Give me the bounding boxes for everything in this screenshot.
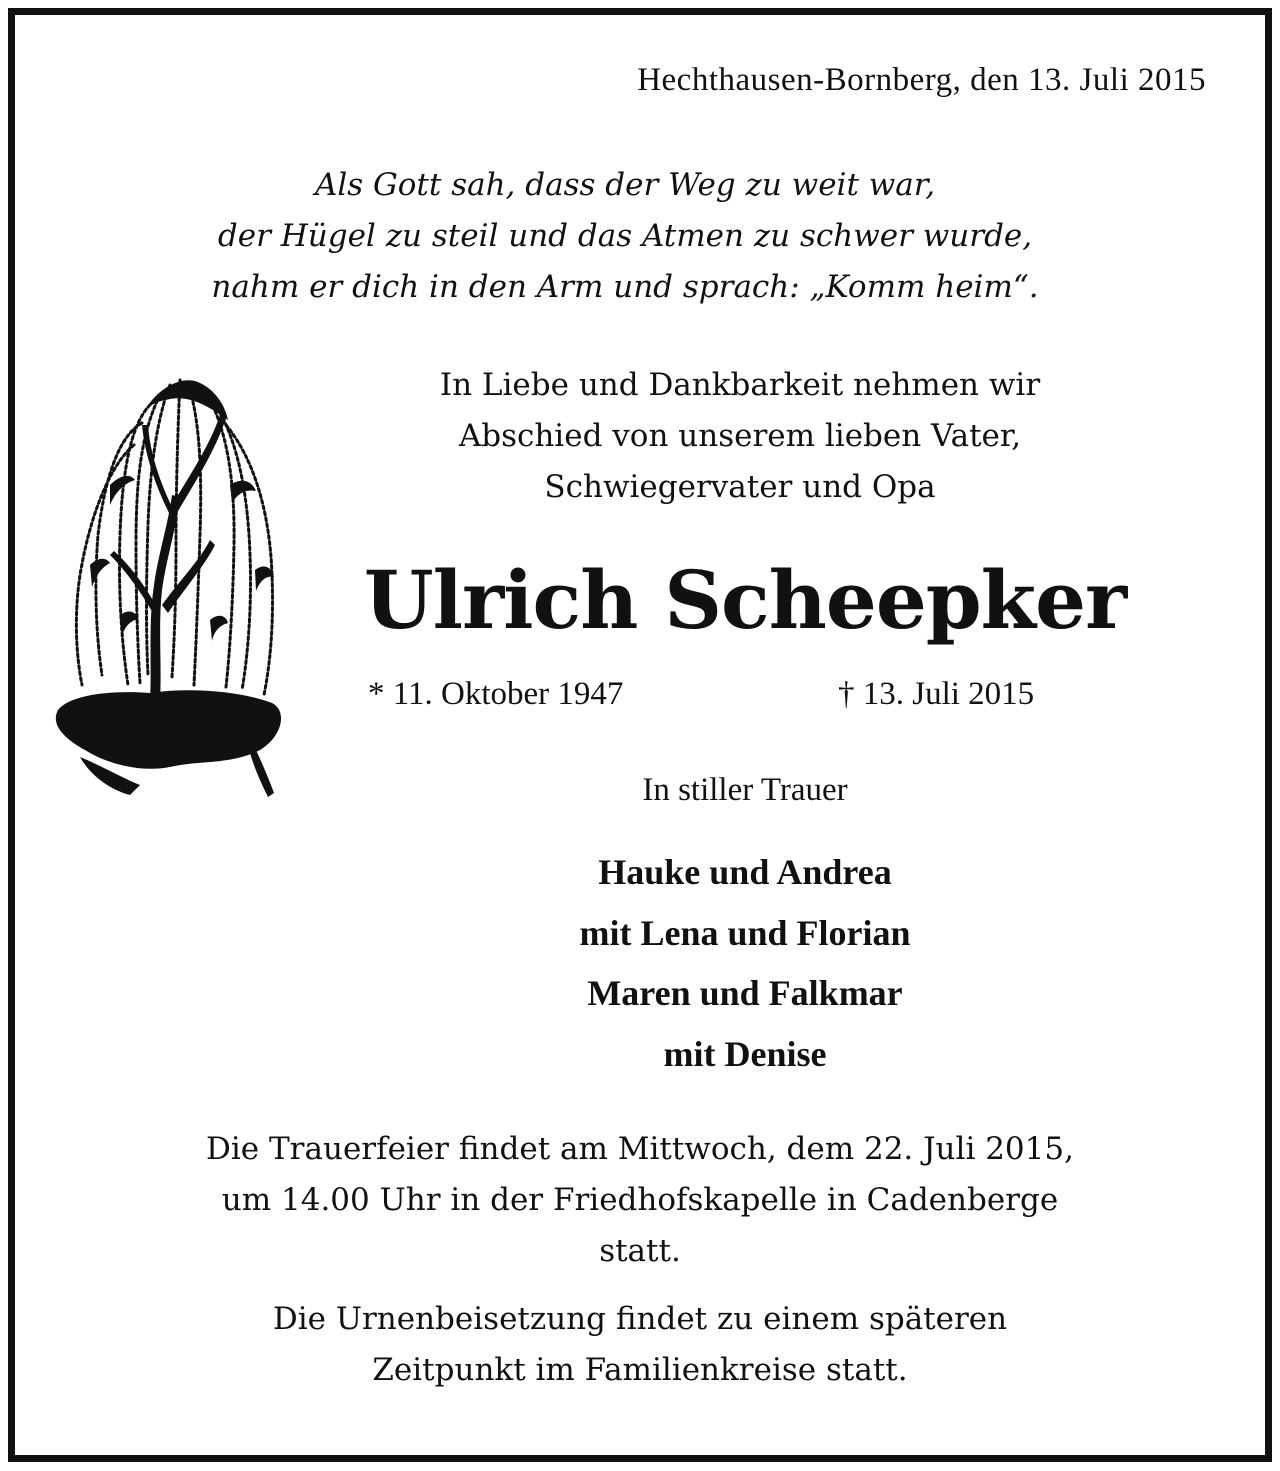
urn-notice	[60, 1294, 1220, 1396]
intro-line: Abschied von unserem lieben Vater,	[458, 418, 1022, 454]
family-list	[310, 842, 1180, 1084]
intro-line: Schwiegervater und Opa	[544, 469, 936, 505]
urn-line: Die Urnenbeisetzung findet zu einem späteren	[272, 1301, 1008, 1337]
weeping-willow-icon	[50, 365, 290, 815]
verse	[60, 160, 1190, 313]
mourning-label: In stiller Trauer	[642, 772, 848, 808]
birth-date: * 11. Oktober 1947	[368, 676, 624, 712]
family-line: mit Lena und Florian	[579, 912, 911, 953]
ceremony-line: statt.	[599, 1233, 681, 1269]
intro-line: In Liebe und Dankbarkeit nehmen wir	[439, 367, 1041, 403]
ceremony-line: Die Trauerfeier findet am Mittwoch, dem 22. Juli 2015,	[206, 1131, 1074, 1167]
ceremony-notice	[60, 1124, 1220, 1277]
ceremony-line: um 14.00 Uhr in der Friedhofskapelle in Cadenberge	[221, 1182, 1059, 1218]
death-date: † 13. Juli 2015	[838, 676, 1035, 712]
family-line: mit Denise	[663, 1033, 827, 1074]
verse-line: Als Gott sah, dass der Weg zu weit war,	[314, 167, 936, 203]
verse-line: nahm er dich in den Arm und sprach: „Komm heim“.	[211, 269, 1039, 305]
deceased-name: Ulrich Scheepker	[363, 553, 1127, 647]
family-line: Hauke und Andrea	[598, 852, 892, 892]
intro-text	[310, 360, 1170, 513]
family-line: Maren und Falkmar	[587, 973, 903, 1013]
urn-line: Zeitpunkt im Familienkreise statt.	[372, 1352, 908, 1388]
place-date: Hechthausen-Bornberg, den 13. Juli 2015	[637, 62, 1206, 98]
verse-line: der Hügel zu steil und das Atmen zu schwer wurde,	[217, 218, 1033, 254]
